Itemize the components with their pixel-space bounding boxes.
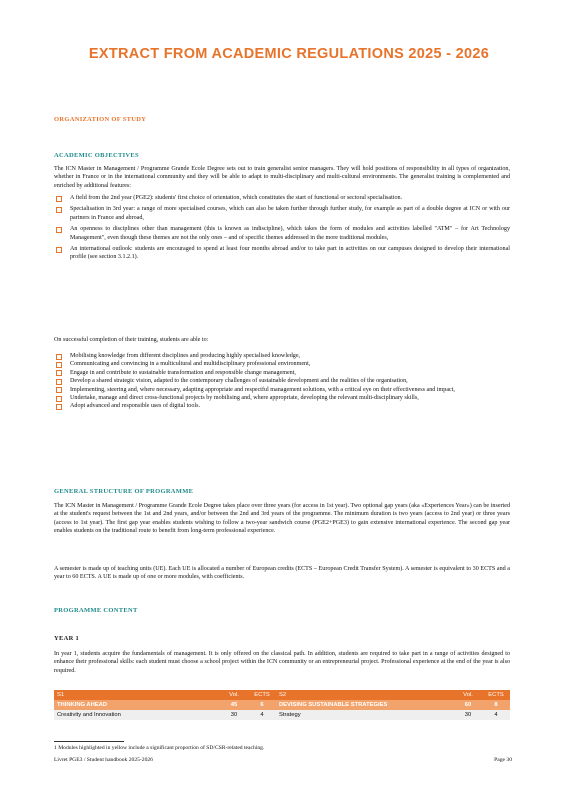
table-cell: 30 <box>220 710 248 721</box>
table-header-cell: Vol. <box>220 690 248 700</box>
list-item: Undertake, manage and direct cross-functional projects by mobilising and, where appropriate, developing the relevant multi-disciplinary skills, <box>54 394 510 402</box>
features-list <box>54 194 510 262</box>
table-cell: 4 <box>248 710 276 721</box>
footnote-divider <box>54 741 124 742</box>
table-cell: 30 <box>454 710 482 721</box>
heading-general-structure: GENERAL STRUCTURE OF PROGRAMME <box>54 488 194 495</box>
table-header-cell: ECTS <box>248 690 276 700</box>
table-header-cell: S1 <box>54 690 220 700</box>
checkbox-bullet-icon <box>56 387 62 393</box>
checkbox-bullet-icon <box>56 362 62 368</box>
list-item: An openness to disciplines other than management (this is known as indiscipline), which takes the form of modules and activities labelled "ATM" – for Art Technology Management", even though these themes are not the only ones – and of specific themes addressed in the more traditional modules, <box>54 225 510 242</box>
table-cell: Strategy <box>276 710 454 721</box>
table-cell: DEVISING SUSTAINABLE STRATEGIES <box>276 700 454 710</box>
table-header-cell: ECTS <box>482 690 510 700</box>
list-item: Adopt advanced and responsible uses of digital tools. <box>54 402 510 410</box>
heading-year-1: YEAR 1 <box>54 635 80 642</box>
table-cell: 8 <box>482 700 510 710</box>
structure-paragraph-2: A semester is made up of teaching units (UE). Each UE is allocated a number of European credits (ECTS – European Credit Transfer System). A semester is equivalent to 30 ECTS and a year to 60 ECTS. A UE is made up of one or more modules, with coefficients. <box>54 566 510 581</box>
list-item: An international outlook: students are encouraged to spend at least four months abroad and/or to take part in activities on our campuses designed to develop their international profile (see section 3.1.2.1). <box>54 245 510 262</box>
table-header-cell: Vol. <box>454 690 482 700</box>
heading-programme-content: PROGRAMME CONTENT <box>54 607 138 614</box>
list-item: Implementing, steering and, where necessary, adapting appropriate and respectful management solutions, with a critical eye on their effectiveness and impact, <box>54 386 510 394</box>
heading-academic-objectives: ACADEMIC OBJECTIVES <box>54 152 139 159</box>
footer-handbook-title: Livret PGE3 / Student handbook 2025-2026 <box>54 757 153 763</box>
table-row <box>54 710 510 721</box>
table-header-cell: S2 <box>276 690 454 700</box>
list-item: Mobilising knowledge from different disciplines and producing highly specialised knowledge, <box>54 352 510 360</box>
list-item: Specialisation in 3rd year: a range of more specialised courses, which can also be taken further through further study, for example as part of a double degree at ICN or with our partners in France and abroad, <box>54 205 510 222</box>
outcomes-list <box>54 352 510 411</box>
table-cell: 4 <box>482 710 510 721</box>
page-title: EXTRACT FROM ACADEMIC REGULATIONS 2025 - 2026 <box>88 46 490 62</box>
table-cell: 6 <box>248 700 276 710</box>
footnote: 1 Modules highlighted in yellow include a significant proportion of SD/CSR-related teaching. <box>54 745 265 751</box>
section-heading-organization: ORGANIZATION OF STUDY <box>54 116 147 123</box>
outcomes-intro: On successful completion of their training, students are able to: <box>54 337 209 343</box>
objectives-intro: The ICN Master in Management / Programme Grande Ecole Degree sets out to train generalist senior managers. They will hold positions of responsibility in all types of organization, whether in France or in the international community and they will be able to adapt to multi-disciplinary and multi-cultural environments. The generalist training is complemented and enriched by additional features: <box>54 166 510 189</box>
checkbox-bullet-icon <box>56 247 62 253</box>
year1-paragraph: In year 1, students acquire the fundamentals of management. It is only offered on the classical path. In addition, students are required to take part in a range of activities designed to enhance their professional skills: each student must choose a school project within the ICN community or an entrepreneurial project. Professional experience at the end of the year is also required. <box>54 651 510 674</box>
programme-table <box>54 690 510 721</box>
list-item: Engage in and contribute to sustainable transformation and responsible change management, <box>54 369 510 377</box>
checkbox-bullet-icon <box>56 370 62 376</box>
checkbox-bullet-icon <box>56 354 62 360</box>
table-row <box>54 700 510 710</box>
list-item: Communicating and convincing in a multicultural and multidisciplinary professional environment, <box>54 360 510 368</box>
table-cell: Creativity and Innovation <box>54 710 220 721</box>
list-item: A field from the 2nd year (PGE2): students' first choice of orientation, which constitutes the start of functional or sectoral specialisation. <box>54 194 510 202</box>
checkbox-bullet-icon <box>56 207 62 213</box>
checkbox-bullet-icon <box>56 404 62 410</box>
footer-page-number: Page 30 <box>494 757 512 763</box>
structure-paragraph-1: The ICN Master in Management / Programme Grande Ecole Degree takes place over three years (for access in 1st year). Two optional gap years (aka «Experiences Year») can be inserted at the student's request between the 1st and 2nd years, and/or between the 2nd and 3rd years of the programme. The minimum duration is two years (access to 2nd year) or three years (access to 1st year). The first gap year enables students wishing to follow a two-year sandwich course (PGE2+PGE3) to gain extensive international experience. The second gap year enables students on the traditional route to benefit from long-term professional experience. <box>54 503 510 535</box>
table-cell: 60 <box>454 700 482 710</box>
table-header-row <box>54 690 510 700</box>
list-item: Develop a shared strategic vision, adapted to the contemporary challenges of sustainable development and the realities of the organisation, <box>54 377 510 385</box>
table-cell: 45 <box>220 700 248 710</box>
checkbox-bullet-icon <box>56 379 62 385</box>
checkbox-bullet-icon <box>56 227 62 233</box>
checkbox-bullet-icon <box>56 196 62 202</box>
table-cell: THINKING AHEAD <box>54 700 220 710</box>
checkbox-bullet-icon <box>56 396 62 402</box>
